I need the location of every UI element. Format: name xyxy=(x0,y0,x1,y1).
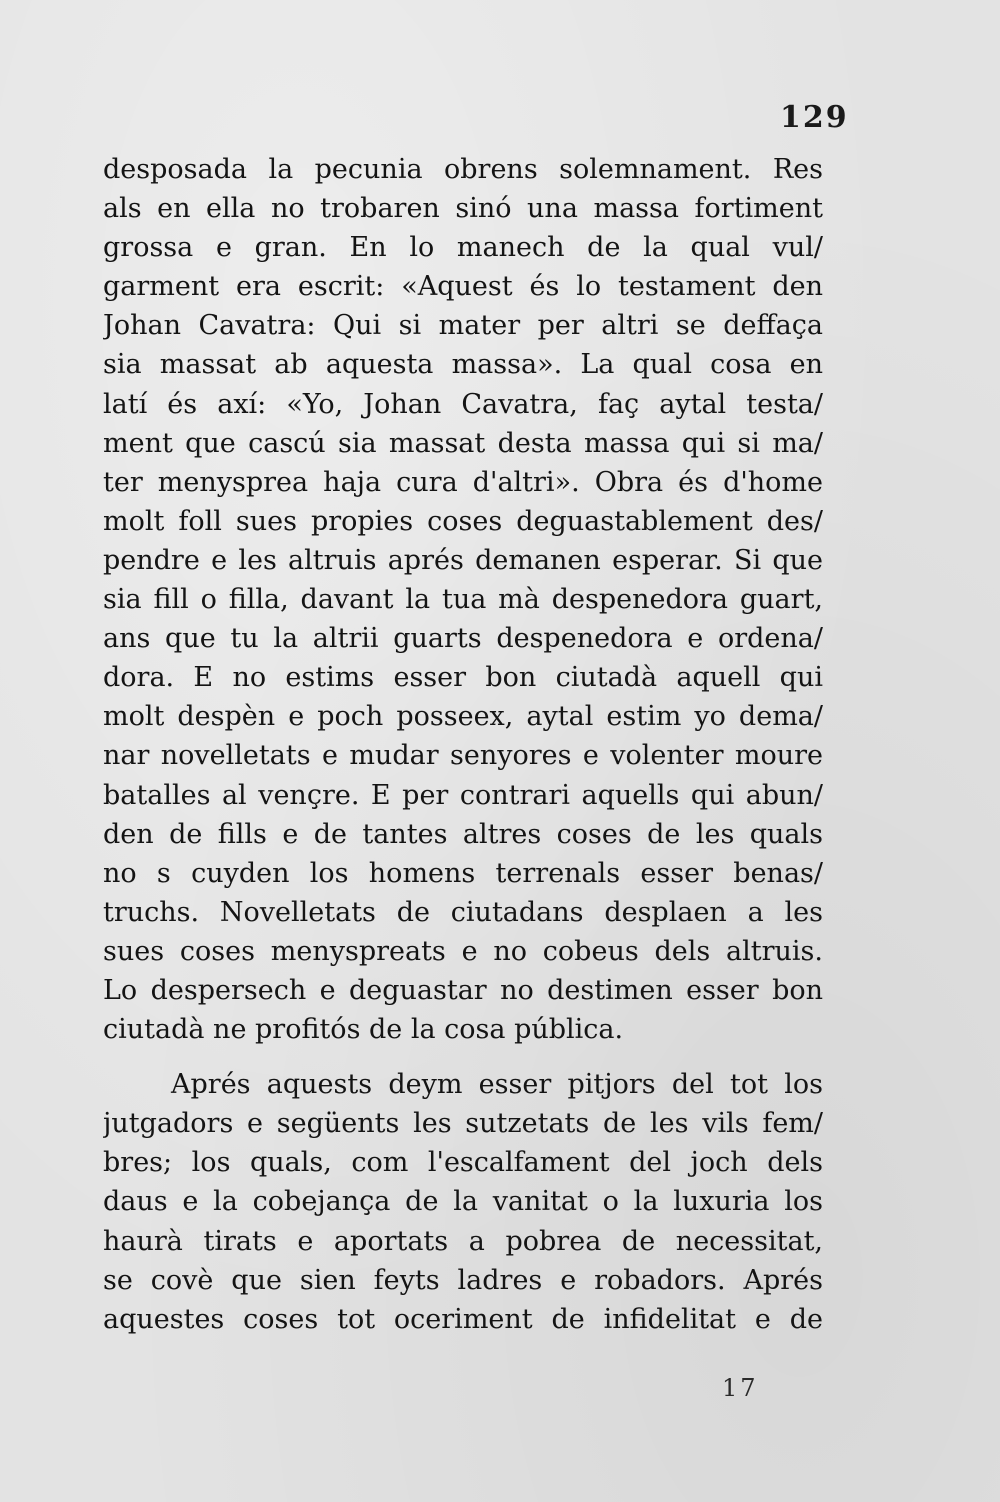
text-line: garment era escrit: «Aquest és lo testament den xyxy=(103,271,823,303)
text-line: Aprés aquests deym esser pitjors del tot los xyxy=(171,1069,823,1101)
text-line: ter menysprea haja cura d'altri». Obra és d'home xyxy=(103,466,823,498)
text-line: dora. E no estims esser bon ciutadà aquell qui xyxy=(103,662,823,694)
text-line: desposada la pecunia obrens solemnament. Res xyxy=(103,154,823,185)
text-line: daus e la cobejança de la vanitat o la luxuria los xyxy=(103,1186,823,1218)
signature-mark: 17 xyxy=(722,1374,759,1402)
paragraph xyxy=(103,1065,823,1339)
text-line: molt despèn e poch posseex, aytal estim yo dema/ xyxy=(103,701,823,733)
text-line: sia fill o filla, davant la tua mà despenedora guart, xyxy=(103,584,823,616)
text-line: batalles al vençre. E per contrari aquells qui abun/ xyxy=(103,779,823,811)
text-line: jutgadors e següents les sutzetats de les vils fem/ xyxy=(103,1108,823,1140)
text-line: bres; los quals, com l'escalfament del joch dels xyxy=(103,1147,823,1179)
text-line: sia massat ab aquesta massa». La qual cosa en xyxy=(103,349,823,381)
text-line: Johan Cavatra: Qui si mater per altri se deffaça xyxy=(103,310,823,342)
text-line: als en ella no trobaren sinó una massa fortiment xyxy=(103,193,823,225)
text-line: ment que cascú sia massat desta massa qui si ma/ xyxy=(103,427,823,459)
text-line: pendre e les altruis aprés demanen esperar. Si que xyxy=(103,544,823,576)
text-line: no s cuyden los homens terrenals esser benas/ xyxy=(103,857,823,889)
text-line: latí és axí: «Yo, Johan Cavatra, faç aytal testa/ xyxy=(103,388,823,420)
page-number: 129 xyxy=(780,100,849,135)
body-text xyxy=(103,150,823,1339)
text-line: aquestes coses tot oceriment de infidelitat e de xyxy=(103,1303,823,1335)
text-line: sues coses menyspreats e no cobeus dels altruis. xyxy=(103,935,823,967)
paragraph xyxy=(103,150,823,1049)
text-line: ciutadà ne profitós de la cosa pública. xyxy=(103,1014,624,1046)
text-line: truchs. Novelletats de ciutadans desplaen a les xyxy=(103,896,823,928)
text-line: molt foll sues propies coses deguastablement des/ xyxy=(103,505,823,537)
paragraph-gap xyxy=(103,1049,823,1065)
text-line: se covè que sien feyts ladres e robadors. Aprés xyxy=(103,1264,823,1296)
text-line: Lo despersech e deguastar no destimen esser bon xyxy=(103,974,823,1006)
text-line: grossa e gran. En lo manech de la qual vul/ xyxy=(103,232,823,264)
text-line: den de fills e de tantes altres coses de les quals xyxy=(103,818,823,850)
text-line: nar novelletats e mudar senyores e volenter moure xyxy=(103,740,823,772)
text-line: haurà tirats e aportats a pobrea de necessitat, xyxy=(103,1225,823,1257)
text-line: ans que tu la altrii guarts despenedora e ordena/ xyxy=(103,623,823,655)
